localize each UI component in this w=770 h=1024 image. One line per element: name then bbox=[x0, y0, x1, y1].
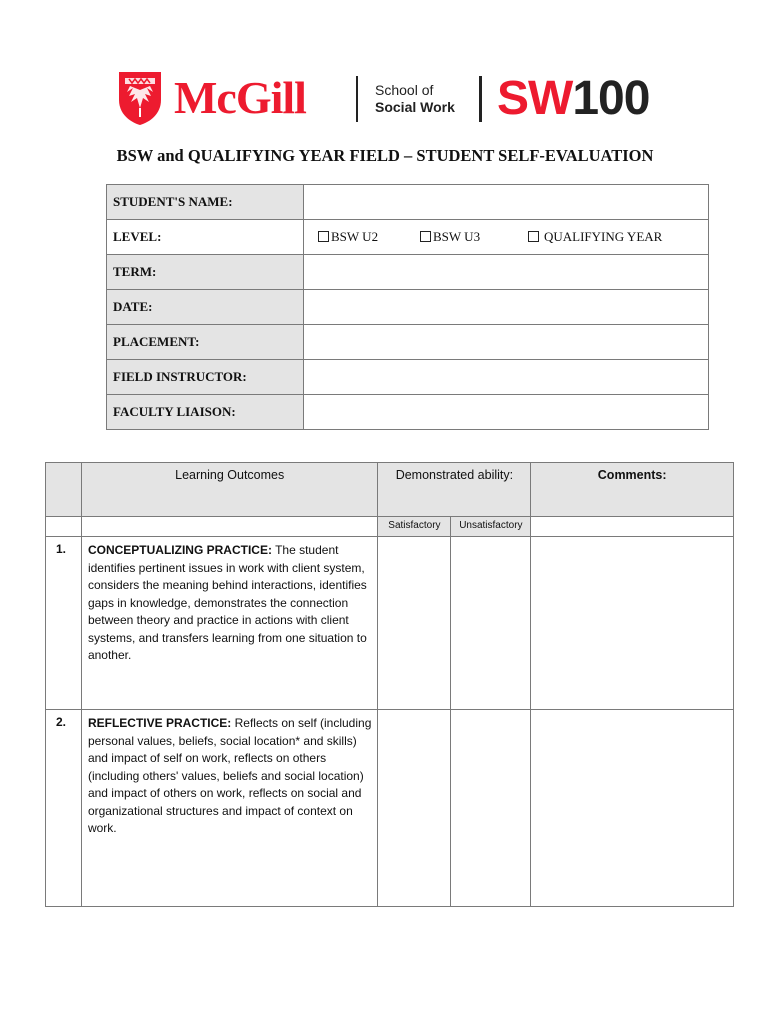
outcomes-header-row bbox=[46, 463, 734, 517]
field-instructor-label: FIELD INSTRUCTOR: bbox=[107, 360, 304, 395]
checkbox-icon[interactable] bbox=[318, 231, 329, 242]
checkbox-icon[interactable] bbox=[420, 231, 431, 242]
sw100-sw: SW bbox=[497, 72, 573, 125]
subheader-empty-cell bbox=[531, 517, 734, 537]
date-field[interactable] bbox=[304, 290, 709, 325]
sw100-logo bbox=[497, 71, 649, 127]
table-row bbox=[46, 537, 734, 710]
level-option-qualifying-year[interactable] bbox=[528, 229, 662, 245]
logo-divider bbox=[356, 76, 358, 122]
satisfactory-header: Satisfactory bbox=[378, 517, 451, 537]
outcome-heading: REFLECTIVE PRACTICE: bbox=[87, 716, 232, 730]
logo-row bbox=[117, 70, 650, 126]
satisfactory-cell[interactable] bbox=[378, 537, 451, 710]
outcome-number: 2. bbox=[46, 710, 82, 907]
info-row-faculty-liaison bbox=[107, 395, 709, 430]
info-row-date bbox=[107, 290, 709, 325]
mcgill-crest-icon bbox=[117, 70, 163, 126]
info-row-field-instructor bbox=[107, 360, 709, 395]
info-row-placement bbox=[107, 325, 709, 360]
mcgill-wordmark: McGill bbox=[174, 72, 306, 123]
faculty-liaison-field[interactable] bbox=[304, 395, 709, 430]
faculty-liaison-label: FACULTY LIAISON: bbox=[107, 395, 304, 430]
placement-field[interactable] bbox=[304, 325, 709, 360]
school-line-1: School of bbox=[375, 82, 434, 98]
student-name-field[interactable] bbox=[304, 185, 709, 220]
demonstrated-ability-header: Demonstrated ability: bbox=[378, 463, 531, 517]
level-option-label: BSW U2 bbox=[331, 229, 379, 244]
field-instructor-field[interactable] bbox=[304, 360, 709, 395]
sw100-number: 100 bbox=[572, 72, 650, 125]
table-row bbox=[46, 710, 734, 907]
number-header-cell bbox=[46, 463, 82, 517]
level-options bbox=[310, 220, 702, 254]
learning-outcomes-table bbox=[45, 462, 734, 907]
level-option-label: BSW U3 bbox=[433, 229, 481, 244]
level-option-bsw-u2[interactable] bbox=[318, 229, 378, 245]
outcome-number: 1. bbox=[46, 537, 82, 710]
student-name-label: STUDENT'S NAME: bbox=[107, 185, 304, 220]
outcomes-subheader-row bbox=[46, 517, 734, 537]
date-label: DATE: bbox=[107, 290, 304, 325]
term-field[interactable] bbox=[304, 255, 709, 290]
outcome-heading: CONCEPTUALIZING PRACTICE: bbox=[87, 543, 272, 557]
learning-outcomes-header: Learning Outcomes bbox=[81, 463, 378, 517]
outcome-description bbox=[81, 710, 378, 907]
level-options-cell bbox=[304, 220, 709, 255]
info-row-name bbox=[107, 185, 709, 220]
school-line-2: Social Work bbox=[375, 99, 455, 115]
unsatisfactory-cell[interactable] bbox=[451, 537, 531, 710]
level-label: LEVEL: bbox=[107, 220, 304, 255]
comments-header: Comments: bbox=[531, 463, 734, 517]
level-option-label: QUALIFYING YEAR bbox=[544, 229, 663, 244]
placement-label: PLACEMENT: bbox=[107, 325, 304, 360]
info-row-term bbox=[107, 255, 709, 290]
satisfactory-cell[interactable] bbox=[378, 710, 451, 907]
unsatisfactory-cell[interactable] bbox=[451, 710, 531, 907]
student-info-table bbox=[106, 184, 709, 430]
term-label: TERM: bbox=[107, 255, 304, 290]
outcome-text: Reflects on self (including personal values, beliefs, social location* and skills) and impact of self on work, reflects on others (including others' values, beliefs and social location) and impact of others on work, reflects on social and organizational structures and impact of context on work. bbox=[87, 716, 372, 835]
outcome-text: The student identifies pertinent issues in work with client system, considers the meaning behind interactions, identifies gaps in knowledge, demonstrates the connection between theory and practice in actions with client systems, and transfers learning from one situation to another. bbox=[87, 543, 367, 662]
school-name bbox=[375, 82, 455, 116]
level-option-bsw-u3[interactable] bbox=[420, 229, 480, 245]
document-title: BSW and QUALIFYING YEAR FIELD – STUDENT SELF-EVALUATION bbox=[116, 146, 654, 165]
unsatisfactory-header: Unsatisfactory bbox=[451, 517, 531, 537]
subheader-empty-cell bbox=[81, 517, 378, 537]
logo-divider-2 bbox=[479, 76, 482, 122]
checkbox-icon[interactable] bbox=[528, 231, 539, 242]
info-row-level bbox=[107, 220, 709, 255]
subheader-empty-cell bbox=[46, 517, 82, 537]
comments-cell[interactable] bbox=[531, 537, 734, 710]
outcome-description bbox=[81, 537, 378, 710]
comments-cell[interactable] bbox=[531, 710, 734, 907]
